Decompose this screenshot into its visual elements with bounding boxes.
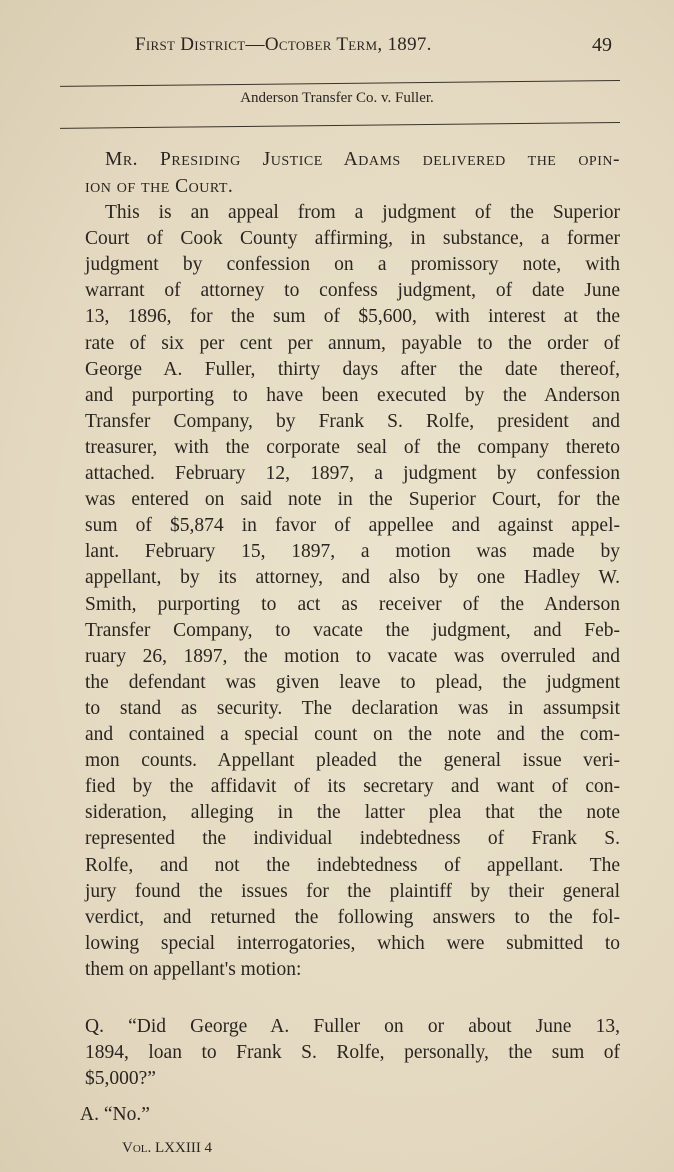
text-line: attached. February 12, 1897, a judgment by confession: [85, 463, 620, 484]
text-line: Rolfe, and not the indebtedness of appellant. The: [85, 854, 620, 876]
text-line: was entered on said note in the Superior Court, for the: [85, 489, 620, 511]
text-line: rate of six per cent per annum, payable to the order of: [85, 332, 620, 354]
text-line: mon counts. Appellant pleaded the general issue veri-: [85, 750, 620, 772]
text-line: represented the individual indebtedness of Frank S.: [85, 828, 620, 850]
header-rule: [60, 122, 620, 129]
text-line: ion of the Court.: [85, 176, 234, 197]
text-line: Mr. Presiding Justice Adams delivered the opin-: [105, 149, 620, 170]
text-line: sideration, alleging in the latter plea that the note: [85, 802, 620, 824]
text-line: Transfer Company, by Frank S. Rolfe, president and: [85, 410, 620, 432]
text-line: George A. Fuller, thirty days after the date thereof,: [85, 358, 620, 380]
page-number: 49: [592, 34, 612, 56]
text-line: and purporting to have been executed by the Anderson: [85, 384, 620, 406]
case-title: Anderson Transfer Co. v. Fuller.: [240, 90, 434, 106]
text-line: them on appellant's motion:: [85, 958, 302, 980]
text-line: sum of $5,874 in favor of appellee and against appel-: [85, 515, 620, 537]
text-line: $5,000?”: [85, 1068, 156, 1089]
text-line: verdict, and returned the following answers to the fol-: [85, 906, 620, 928]
text-line: warrant of attorney to confess judgment, of date June: [85, 280, 620, 302]
running-head: First District—October Term, 1897.: [135, 34, 432, 55]
volume-signature: Vol. LXXIII 4: [122, 1140, 213, 1156]
text-line: fied by the affidavit of its secretary and want of con-: [85, 776, 620, 798]
text-line: lowing special interrogatories, which were submitted to: [85, 932, 620, 954]
text-line: ruary 26, 1897, the motion to vacate was overruled and: [85, 645, 620, 667]
text-line: Transfer Company, to vacate the judgment, and Feb-: [85, 619, 620, 641]
text-line: treasurer, with the corporate seal of the company thereto: [85, 436, 620, 458]
text-line: lant. February 15, 1897, a motion was made by: [85, 541, 620, 563]
text-line: the defendant was given leave to plead, the judgment: [85, 671, 620, 693]
header-rule: [60, 80, 620, 87]
text-line: jury found the issues for the plaintiff by their general: [85, 880, 620, 902]
text-line: A. “No.”: [80, 1104, 150, 1125]
text-line: 1894, loan to Frank S. Rolfe, personally, the sum of: [85, 1042, 620, 1063]
text-line: appellant, by its attorney, and also by one Hadley W.: [85, 567, 620, 589]
text-line: 13, 1896, for the sum of $5,600, with interest at the: [85, 306, 620, 328]
text-line: and contained a special count on the note and the com-: [85, 724, 620, 745]
text-line: judgment by confession on a promissory note, with: [85, 254, 620, 276]
text-line: Q. “Did George A. Fuller on or about June 13,: [85, 1016, 620, 1037]
text-line: to stand as security. The declaration was in assumpsit: [85, 697, 620, 719]
text-line: Court of Cook County affirming, in substance, a former: [85, 228, 620, 250]
text-line: This is an appeal from a judgment of the Superior: [105, 202, 620, 223]
text-line: Smith, purporting to act as receiver of the Anderson: [85, 593, 620, 615]
